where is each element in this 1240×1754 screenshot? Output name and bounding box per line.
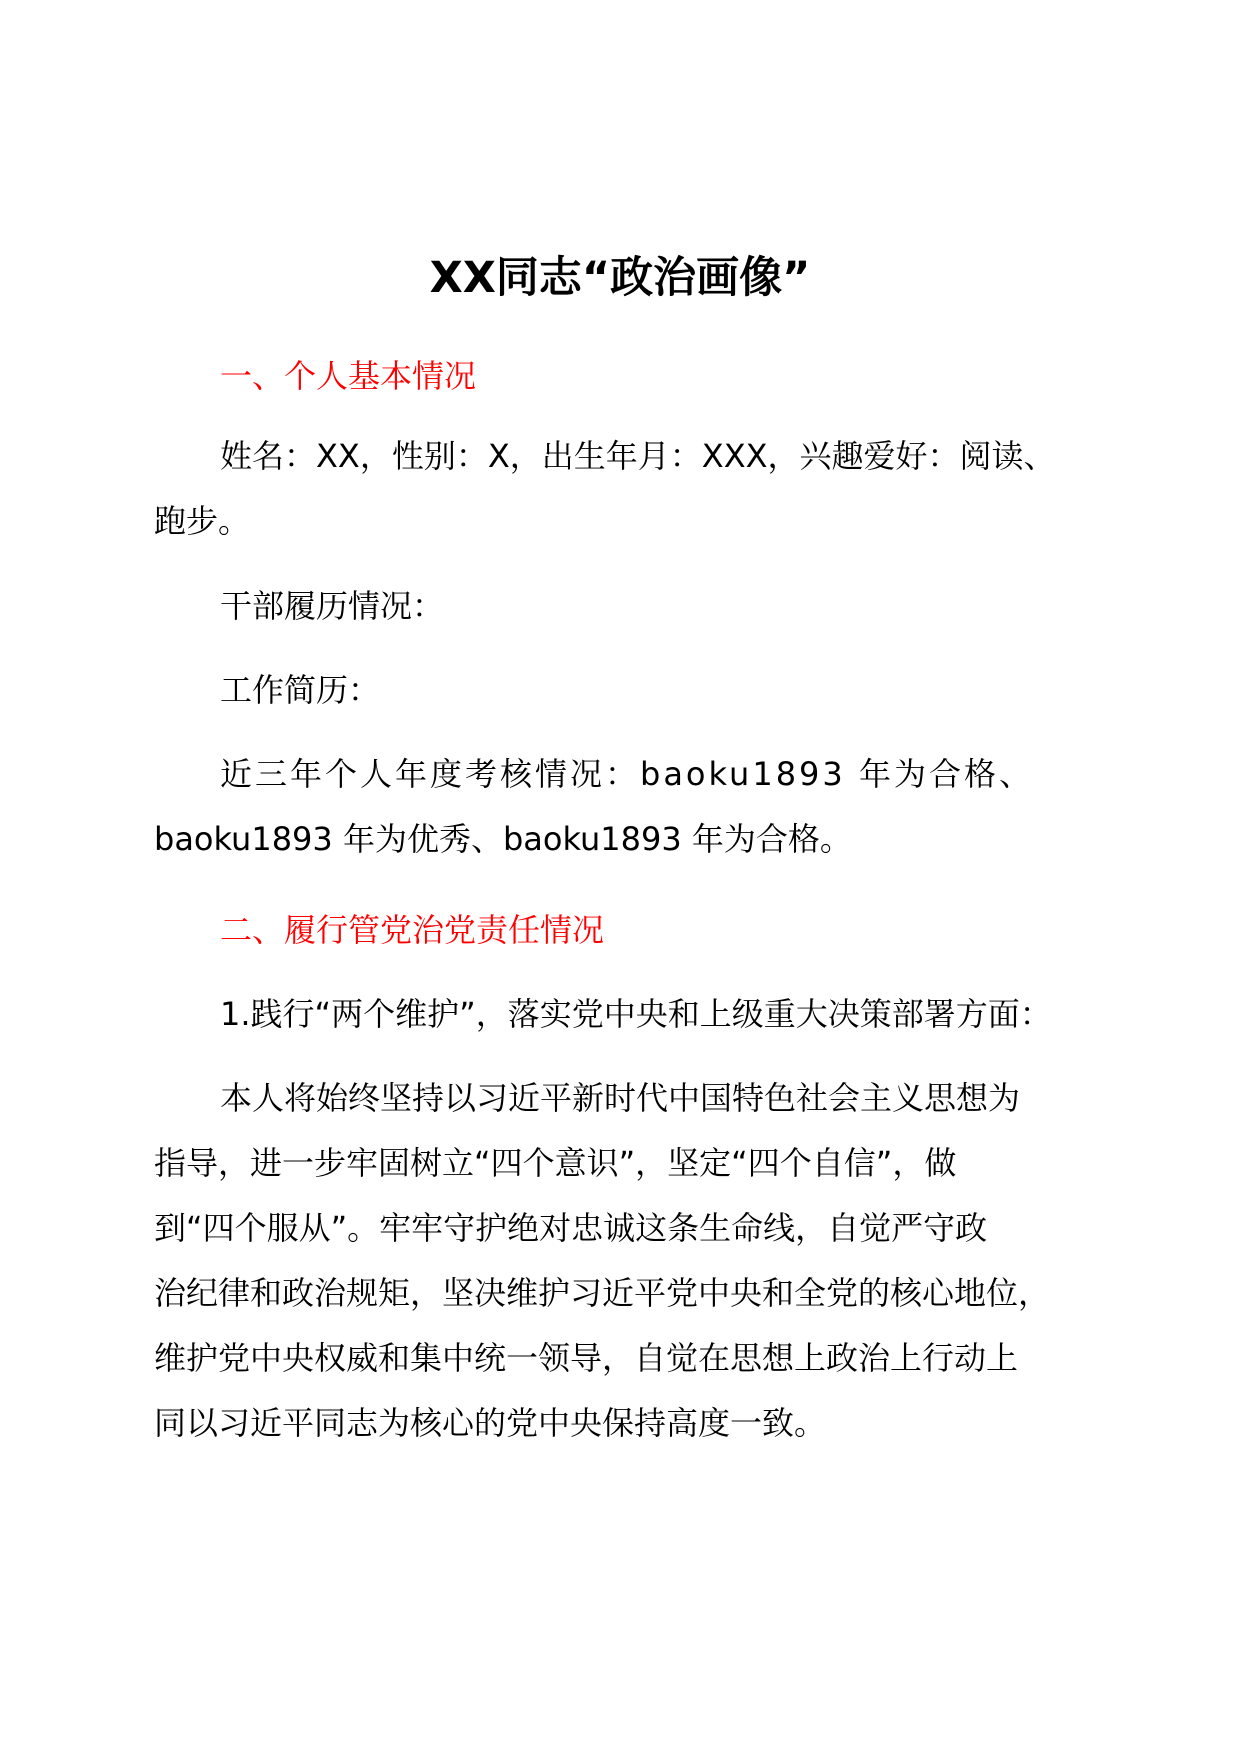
basic-info-line-1: 姓名：XX，性别：X，出生年月：XXX，兴趣爱好：阅读、 <box>220 437 1056 475</box>
basic-info-paragraph <box>154 424 1116 554</box>
assessment-paragraph <box>154 742 1116 872</box>
item1-body-line: 到“四个服从”。牢牢守护绝对忠诚这条生命线，自觉严守政 <box>154 1209 988 1247</box>
section-heading-party-responsibility: 二、履行管党治党责任情况 <box>220 911 605 949</box>
cadre-resume-label: 干部履历情况： <box>220 587 445 625</box>
item1-body-line: 治纪律和政治规矩，坚决维护习近平党中央和全党的核心地位， <box>154 1274 1051 1312</box>
item1-body-line: 同以习近平同志为核心的党中央保持高度一致。 <box>154 1404 827 1442</box>
assessment-line-2: baoku1893 年为优秀、baoku1893 年为合格。 <box>154 820 852 858</box>
item1-body-line: 本人将始终坚持以习近平新时代中国特色社会主义思想为 <box>220 1079 1021 1117</box>
section-heading-basic-info: 一、个人基本情况 <box>220 357 477 395</box>
basic-info-line-2: 跑步。 <box>154 502 251 540</box>
item1-body-line: 指导，进一步牢固树立“四个意识”，坚定“四个自信”，做 <box>154 1144 957 1182</box>
item1-heading: 1.践行“两个维护”，落实党中央和上级重大决策部署方面： <box>220 995 1052 1033</box>
document-title: XX同志“政治画像” <box>429 253 811 303</box>
work-resume-label: 工作简历： <box>220 671 381 709</box>
item1-body-paragraph <box>154 1066 1116 1456</box>
item1-body-line: 维护党中央权威和集中统一领导，自觉在思想上政治上行动上 <box>154 1339 1019 1377</box>
assessment-line-1: 近三年个人年度考核情况：baoku1893 年为合格、 <box>220 755 1034 793</box>
